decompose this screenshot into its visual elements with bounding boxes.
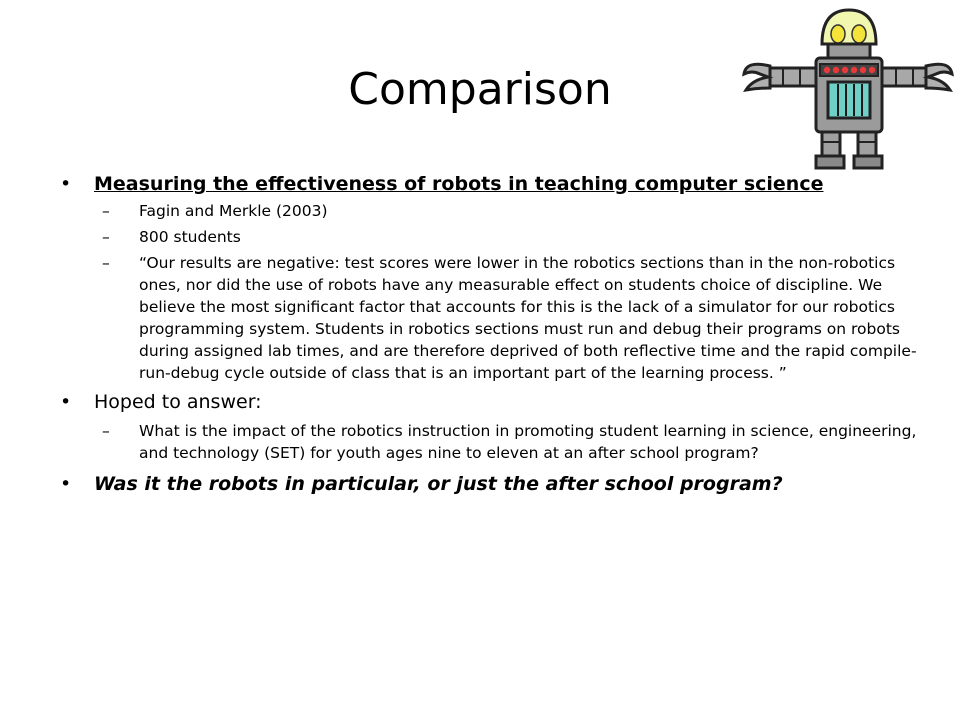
bullet-glyph: •	[60, 173, 72, 195]
bullet-robots-effectiveness	[60, 170, 920, 198]
sub-item-text: What is the impact of the robotics instruction in promoting student learning in science, engineering, and technology (SET) for youth ages nine to eleven at an after school program?	[139, 422, 917, 462]
sub-item-text: Fagin and Merkle (2003)	[139, 202, 328, 220]
bullet-text: Was it the robots in particular, or just the after school program?	[94, 473, 783, 495]
bullet-glyph: •	[60, 473, 72, 495]
sub-item-question	[60, 420, 920, 464]
sub-item-students	[60, 226, 920, 248]
sub-item-citation	[60, 200, 920, 222]
sub-item-text: 800 students	[139, 228, 241, 246]
dash-glyph: –	[102, 228, 110, 246]
dash-glyph: –	[102, 254, 110, 272]
bullet-hoped-to-answer	[60, 388, 920, 416]
robot-icon	[738, 4, 958, 174]
bullet-robots-or-program	[60, 470, 920, 498]
sub-list	[60, 420, 920, 464]
sub-list	[60, 200, 920, 384]
sub-item-text: “Our results are negative: test scores were lower in the robotics sections than in the non-robotics ones, nor did the use of robots have any measurable effect on students choice of discipline. We believe the most significant factor that accounts for this is the lack of a simulator for our robotics programming system. Students in robotics sections must run and debug their programs on robots during assigned lab times, and are therefore deprived of both reflective time and the rapid compile-run-debug cycle outside of class that is an important part of the learning process. ”	[139, 254, 917, 382]
dash-glyph: –	[102, 202, 110, 220]
bullet-text: Measuring the effectiveness of robots in teaching computer science	[94, 173, 824, 195]
bullet-glyph: •	[60, 391, 72, 413]
bullet-text: Hoped to answer:	[94, 391, 262, 413]
slide-title: Comparison	[348, 64, 612, 115]
dash-glyph: –	[102, 422, 110, 440]
sub-item-quote	[60, 252, 920, 384]
slide-body	[60, 170, 920, 498]
